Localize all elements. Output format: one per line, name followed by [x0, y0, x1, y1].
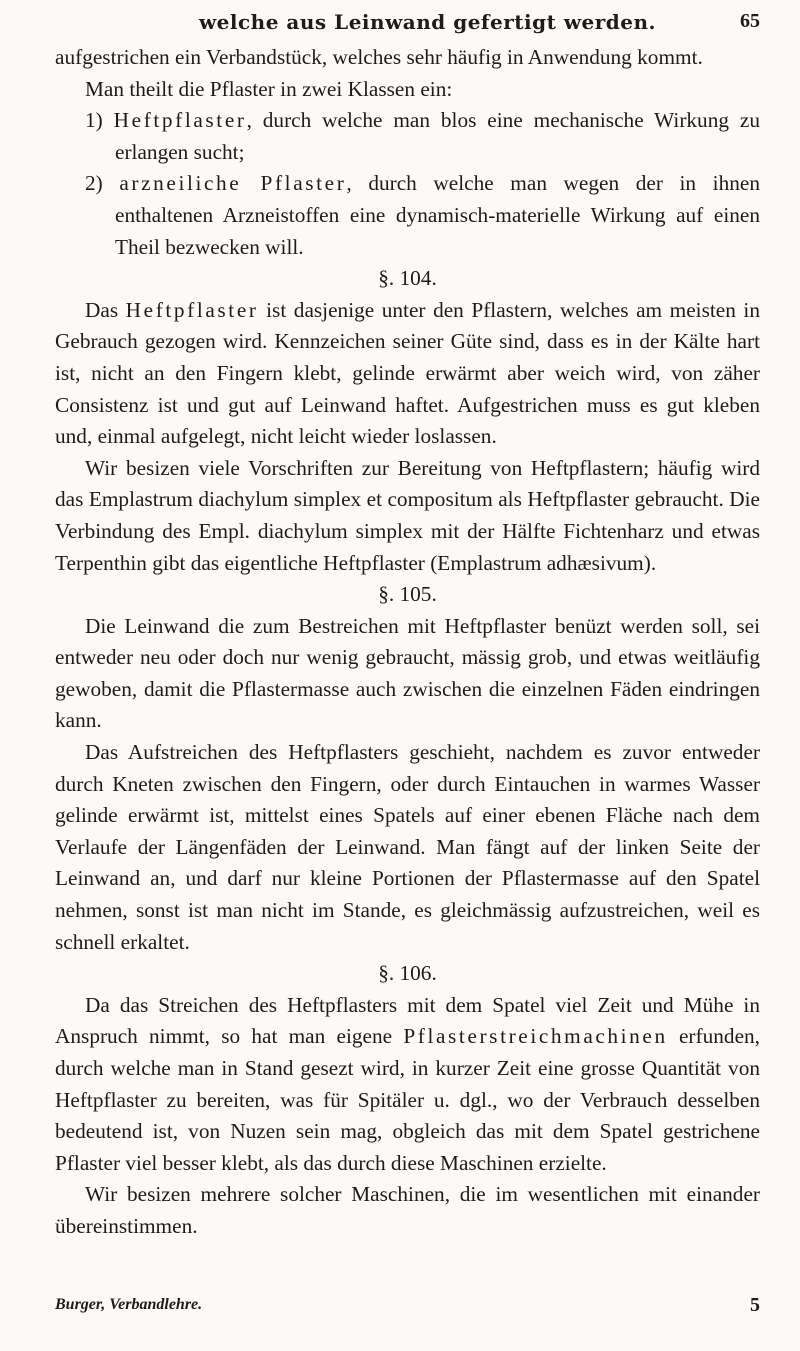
text: ist dasjenige unter den Pflastern, welches am meisten in Gebrauch gezogen wird. Kennzeichen seiner Güte sind, dass es in der Kälte hart ist, nicht an den Fingern klebt, gelinde erwärmt aber weich wird, von zäher Consistenz ist und gut auf Leinwand haftet. Aufgestrichen muss es gut kleben und, einmal aufgelegt, nicht leicht wieder loslassen. [55, 297, 760, 449]
list-number: 1) [85, 108, 103, 133]
list-item [55, 105, 760, 168]
paragraph: Die Leinwand die zum Bestreichen mit Heftpflaster benüzt werden soll, sei entweder neu oder doch nur wenig gebraucht, mässig grob, und etwas weitläufig gewoben, damit die Pflastermasse auch zwischen die einzelnen Fäden eindringen kann. [55, 613, 760, 733]
paragraph [55, 990, 760, 1180]
spaced-term: Heftpflaster [125, 297, 259, 322]
list-text: , durch welche man wegen der in ihnen enthaltenen Arzneistoffen eine dynamisch-materielle Wirkung auf einen Theil bezwecken will. [115, 171, 760, 259]
list-number: 2) [85, 171, 103, 196]
section-heading: §. 106. [378, 961, 437, 986]
page-body [55, 42, 760, 1243]
spaced-term: arzneiliche Pflaster [119, 171, 347, 196]
spaced-term: Pflasterstreichmachinen [403, 1024, 668, 1049]
text: erfunden, durch welche man in Stand gesezt wird, in kurzer Zeit eine grosse Quantität von Heftpflaster zu bereiten, was für Spitäler u. dgl., wo der Verbrauch desselben bedeutend ist, von Nuzen sein mag, obgleich das mit dem Spatel gestrichene Pflaster viel besser klebt, als das durch diese Maschinen erzielte. [55, 1024, 760, 1175]
list-text: , durch welche man blos eine mechanische Wirkung zu erlangen sucht; [115, 108, 760, 164]
signature-mark: 5 [750, 1294, 760, 1316]
paragraph: aufgestrichen ein Verbandstück, welches sehr häufig in Anwendung kommt. [55, 45, 703, 69]
text: Da das Streichen des Heftpflasters mit dem Spatel viel Zeit und Mühe in Anspruch nimmt, so hat man eigene [55, 992, 760, 1049]
section-heading: §. 105. [378, 582, 437, 607]
section-heading: §. 104. [378, 266, 437, 291]
paragraph: Wir besizen viele Vorschriften zur Bereitung von Heftpflastern; häufig wird das Emplastrum diachylum simplex et compositum als Heftpflaster gebraucht. Die Verbindung des Empl. diachylum simplex mit der Hälfte Fichtenharz und etwas Terpenthin gibt das eigentliche Heftpflaster (Emplastrum adhæsivum). [55, 455, 760, 575]
page-number: 65 [740, 10, 760, 32]
running-header [55, 10, 760, 40]
running-title: welche aus Leinwand gefertigt werden. [198, 10, 657, 34]
page-footer [55, 1296, 760, 1326]
text: Das [85, 297, 119, 322]
paragraph: Man theilt die Pflaster in zwei Klassen ein: [85, 76, 453, 101]
paragraph: Wir besizen mehrere solcher Maschinen, die im wesentlichen mit einander übereinstimmen. [55, 1182, 760, 1238]
paragraph [55, 295, 760, 453]
footer-author: Burger, Verbandlehre. [55, 1296, 203, 1313]
list-item [55, 168, 760, 263]
paragraph: Das Aufstreichen des Heftpflasters geschieht, nachdem es zuvor entweder durch Kneten zwischen den Fingern, oder durch Eintauchen in warmes Wasser gelinde erwärmt ist, mittelst eines Spatels auf einer ebenen Fläche nach dem Verlaufe der Längenfäden der Leinwand. Man fängt auf der linken Seite der Leinwand an, und darf nur kleine Portionen der Pflastermasse auf den Spatel nehmen, sonst ist man nicht im Stande, es gleichmässig aufzustreichen, weil es schnell erkaltet. [55, 740, 760, 954]
spaced-term: Heftpflaster [113, 108, 247, 133]
